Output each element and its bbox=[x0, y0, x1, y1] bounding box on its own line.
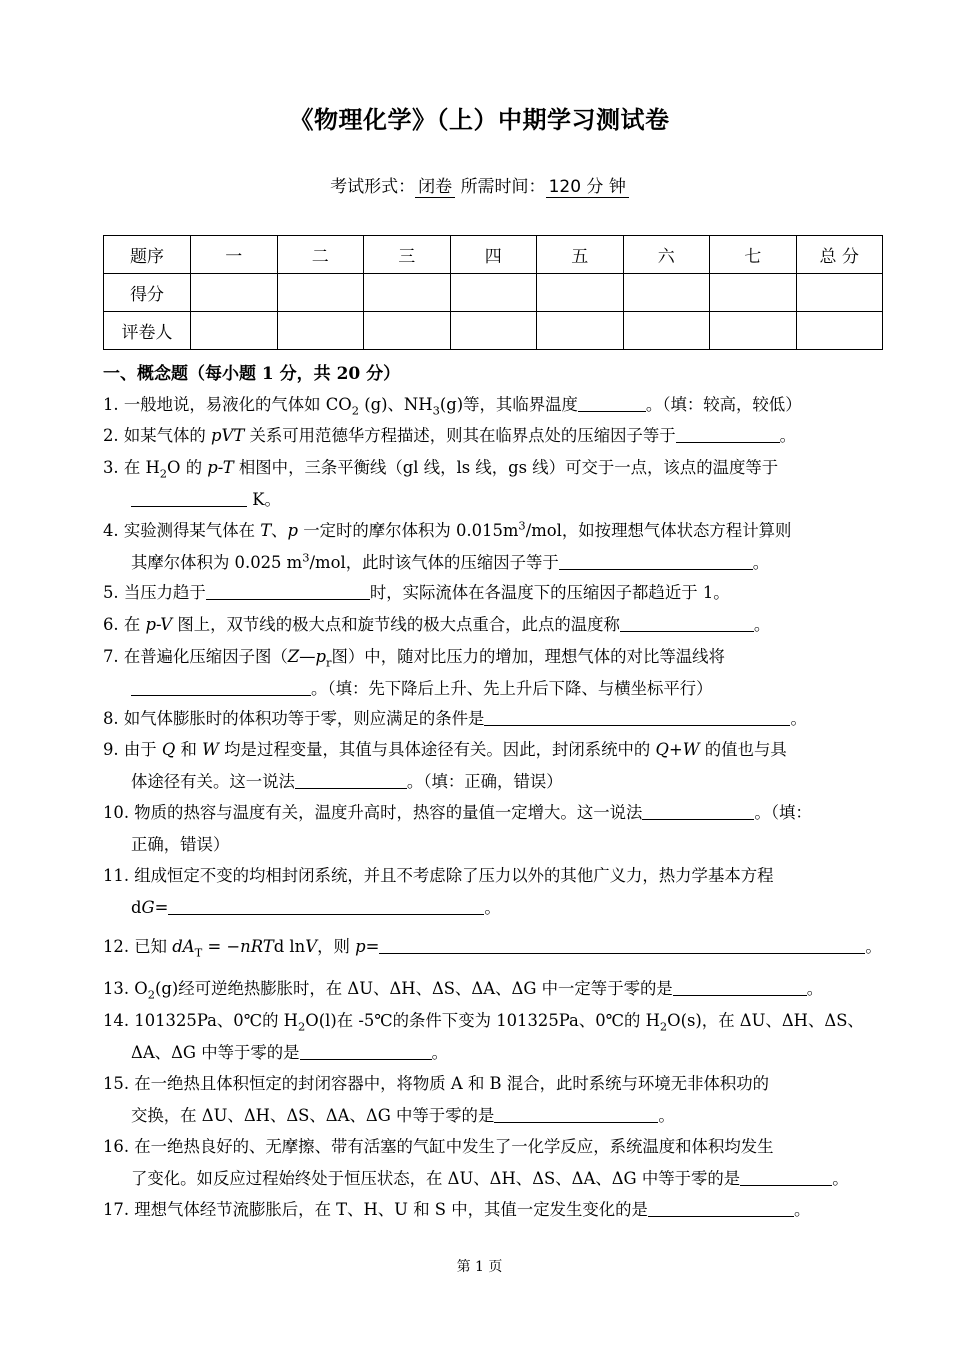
q12-text: = bbox=[365, 937, 380, 956]
question-16 bbox=[103, 1131, 885, 1194]
answer-blank[interactable] bbox=[379, 937, 865, 954]
q7-text: 7. 在普遍化压缩因子图（ bbox=[103, 647, 288, 666]
q4-symbol: T bbox=[260, 521, 272, 540]
grader-cell[interactable] bbox=[364, 312, 451, 350]
q17-text: 。 bbox=[793, 1200, 811, 1219]
subscript: T bbox=[194, 945, 203, 960]
answer-blank[interactable] bbox=[206, 583, 370, 600]
header-cell: 二 bbox=[277, 236, 364, 274]
q6-text: 6. 在 bbox=[103, 615, 146, 634]
q1-text: 。（填：较高，较低） bbox=[645, 395, 802, 414]
subscript: 2 bbox=[297, 1019, 306, 1034]
q3-text: O 的 bbox=[167, 458, 208, 477]
answer-blank[interactable] bbox=[676, 426, 780, 443]
q7-text: 。（填：先下降后上升、先上升后下降、与横坐标平行） bbox=[311, 678, 713, 698]
q4-text: 4. 实验测得某气体在 bbox=[103, 521, 261, 540]
row-label-grader: 评卷人 bbox=[104, 312, 191, 350]
answer-blank[interactable] bbox=[578, 395, 646, 412]
q14-text: 14. 101325Pa、0℃的 H bbox=[103, 1011, 298, 1030]
q9-text: 和 bbox=[175, 740, 203, 759]
score-cell[interactable] bbox=[364, 274, 451, 312]
q11-text: = bbox=[154, 897, 169, 917]
q17-text: 17. 理想气体经节流膨胀后，在 T、H、U 和 S 中，其值一定发生变化的是 bbox=[103, 1200, 648, 1219]
score-cell[interactable] bbox=[796, 274, 883, 312]
q1-text: (g)、NH bbox=[359, 395, 433, 414]
question-2 bbox=[103, 420, 885, 452]
header-cell: 题序 bbox=[104, 236, 191, 274]
question-14 bbox=[103, 1005, 885, 1068]
header-cell: 五 bbox=[537, 236, 624, 274]
question-1 bbox=[103, 389, 885, 421]
superscript: 3 bbox=[302, 550, 310, 565]
question-11 bbox=[103, 860, 885, 923]
q12-text: d ln bbox=[273, 937, 306, 956]
page-number: 第 1 页 bbox=[456, 1259, 503, 1275]
header-cell: 三 bbox=[364, 236, 451, 274]
answer-blank[interactable] bbox=[494, 1105, 658, 1122]
question-6 bbox=[103, 609, 885, 641]
score-cell[interactable] bbox=[450, 274, 537, 312]
score-table bbox=[103, 235, 883, 350]
grader-cell[interactable] bbox=[623, 312, 710, 350]
q14-text: 。 bbox=[431, 1042, 448, 1062]
q5-text: 时，实际流体在各温度下的压缩因子都趋近于 1。 bbox=[369, 583, 730, 602]
row-label-score: 得分 bbox=[104, 274, 191, 312]
page-title: 《物理化学》（上）中期学习测试卷 bbox=[289, 106, 670, 134]
time-label: 所需时间： bbox=[460, 177, 546, 197]
q9-symbol: Q bbox=[161, 740, 176, 759]
q3-text: 相图中，三条平衡线（gl 线，ls 线，gs 线）可交于一点，该点的温度等于 bbox=[233, 458, 779, 477]
q9-text: 体途径有关。这一说法 bbox=[131, 771, 295, 791]
q11-text: 11. 组成恒定不变的均相封闭系统，并且不考虑除了压力以外的其他广义力，热力学基本方程 bbox=[103, 866, 774, 885]
header-cell: 七 bbox=[710, 236, 797, 274]
q12-text: ，则 bbox=[317, 937, 356, 956]
q4-text: 、 bbox=[271, 521, 288, 540]
q15-text: 。 bbox=[658, 1105, 675, 1125]
q6-text: 。 bbox=[753, 615, 771, 634]
q12-text: 。 bbox=[865, 937, 882, 956]
subscript: 2 bbox=[351, 403, 360, 418]
q6-symbol: p-V bbox=[145, 615, 173, 634]
q6-text: 图上，双节线的极大点和旋节线的极大点重合，此点的温度称 bbox=[172, 615, 620, 634]
answer-blank[interactable] bbox=[673, 979, 807, 996]
q4-text: 其摩尔体积为 0.025 m bbox=[131, 552, 303, 572]
answer-blank[interactable] bbox=[642, 803, 754, 820]
q12-symbol: V bbox=[305, 937, 318, 956]
q14-text: O(s)，在 ΔU、ΔH、ΔS、 bbox=[667, 1011, 864, 1030]
question-4 bbox=[103, 515, 885, 578]
header-cell: 总 分 bbox=[796, 236, 883, 274]
answer-blank[interactable] bbox=[740, 1168, 832, 1185]
q14-text: O(l)在 -5℃的条件下变为 101325Pa、0℃的 H bbox=[305, 1011, 660, 1030]
q1-text: (g)等，其临界温度 bbox=[439, 395, 578, 414]
q10-text: 。（填： bbox=[754, 803, 812, 822]
q16-text: 。 bbox=[832, 1168, 849, 1188]
grader-cell[interactable] bbox=[191, 312, 278, 350]
q2-symbol: pVT bbox=[211, 426, 245, 445]
q8-text: 8. 如气体膨胀时的体积功等于零，则应满足的条件是 bbox=[103, 709, 485, 728]
question-7 bbox=[103, 641, 885, 704]
q7-symbol: Z—p bbox=[287, 647, 327, 666]
exam-form-value: 闭卷 bbox=[415, 177, 455, 198]
q9-symbol: Q+W bbox=[655, 740, 700, 759]
q16-text: 16. 在一绝热良好的、无摩擦、带有活塞的气缸中发生了一化学反应，系统温度和体积均发生 bbox=[103, 1137, 774, 1156]
question-15 bbox=[103, 1068, 885, 1131]
q15-text: 15. 在一绝热且体积恒定的封闭容器中，将物质 A 和 B 混合，此时系统与环境无非体积功的 bbox=[103, 1074, 770, 1093]
q4-symbol: p bbox=[287, 521, 299, 540]
question-12 bbox=[103, 931, 885, 963]
question-9 bbox=[103, 734, 885, 797]
q11-symbol: G bbox=[141, 897, 155, 917]
question-17 bbox=[103, 1194, 885, 1226]
score-row bbox=[104, 274, 883, 312]
q10-text: 10. 物质的热容与温度有关，温度升高时，热容的量值一定增大。这一说法 bbox=[103, 803, 643, 822]
q9-text: 的值也与具 bbox=[699, 740, 787, 759]
grader-cell[interactable] bbox=[450, 312, 537, 350]
answer-blank[interactable] bbox=[300, 1042, 432, 1059]
q3-text: 3. 在 H bbox=[103, 458, 160, 477]
q1-text: 1. 一般地说，易液化的气体如 CO bbox=[103, 395, 352, 414]
grader-row bbox=[104, 312, 883, 350]
q3-symbol: p-T bbox=[207, 458, 234, 477]
q4-text: 一定时的摩尔体积为 0.015m bbox=[298, 521, 519, 540]
exam-form-label: 考试形式： bbox=[330, 177, 416, 197]
q13-text: (g)经可逆绝热膨胀时，在 ΔU、ΔH、ΔS、ΔA、ΔG 中一定等于零的是 bbox=[155, 979, 673, 998]
q5-text: 5. 当压力趋于 bbox=[103, 583, 206, 602]
answer-blank[interactable] bbox=[484, 709, 790, 726]
q13-text: 。 bbox=[806, 979, 824, 998]
answer-blank[interactable] bbox=[620, 615, 754, 632]
header-cell: 六 bbox=[623, 236, 710, 274]
q13-text: 13. O bbox=[103, 979, 148, 998]
q2-text: 2. 如某气体的 bbox=[103, 426, 212, 445]
answer-blank[interactable] bbox=[559, 552, 753, 569]
q4-text: /mol，如按理想气体状态方程计算则 bbox=[525, 521, 792, 540]
score-cell[interactable] bbox=[191, 274, 278, 312]
q12-symbol: = −nRT bbox=[202, 937, 274, 956]
question-13 bbox=[103, 973, 885, 1005]
score-table-header-row bbox=[104, 236, 883, 274]
subscript: 2 bbox=[159, 466, 168, 481]
q12-symbol: dA bbox=[172, 937, 195, 956]
q16-text: 了变化。如反应过程始终处于恒压状态，在 ΔU、ΔH、ΔS、ΔA、ΔG 中等于零的是 bbox=[131, 1168, 741, 1188]
q9-text: 。（填：正确，错误） bbox=[406, 771, 563, 791]
q10-text: 正确，错误） bbox=[131, 834, 230, 854]
grader-cell[interactable] bbox=[796, 312, 883, 350]
grader-cell[interactable] bbox=[710, 312, 797, 350]
subscript: 3 bbox=[432, 403, 440, 418]
answer-blank[interactable] bbox=[168, 897, 484, 914]
q8-text: 。 bbox=[790, 709, 807, 728]
q2-text: 。 bbox=[779, 426, 797, 445]
q7-text: 图）中，随对比压力的增加，理想气体的对比等温线将 bbox=[331, 647, 725, 666]
q11-text: 。 bbox=[484, 897, 501, 917]
q15-text: 交换，在 ΔU、ΔH、ΔS、ΔA、ΔG 中等于零的是 bbox=[131, 1105, 495, 1125]
q14-text: ΔA、ΔG 中等于零的是 bbox=[131, 1042, 300, 1062]
q4-text: /mol，此时该气体的压缩因子等于 bbox=[309, 552, 559, 572]
question-8 bbox=[103, 703, 885, 735]
score-cell[interactable] bbox=[623, 274, 710, 312]
q9-text: 均是过程变量，其值与具体途径有关。因此，封闭系统中的 bbox=[218, 740, 656, 759]
answer-blank[interactable] bbox=[131, 678, 311, 695]
subscript: 2 bbox=[147, 987, 156, 1002]
question-5 bbox=[103, 577, 885, 609]
superscript: 3 bbox=[518, 518, 526, 533]
q9-symbol: W bbox=[202, 740, 219, 759]
question-3 bbox=[103, 452, 885, 515]
q12-symbol: p bbox=[355, 937, 366, 956]
q4-text: 。 bbox=[752, 552, 770, 572]
q12-text: 12. 已知 bbox=[103, 937, 173, 956]
time-value: 120 分 钟 bbox=[546, 177, 629, 198]
header-cell: 一 bbox=[191, 236, 278, 274]
grader-cell[interactable] bbox=[277, 312, 364, 350]
score-cell[interactable] bbox=[277, 274, 364, 312]
answer-blank[interactable] bbox=[295, 771, 407, 788]
question-10 bbox=[103, 797, 885, 860]
subscript: r bbox=[326, 655, 332, 670]
q9-text: 9. 由于 bbox=[103, 740, 162, 759]
q3-text: K。 bbox=[247, 489, 281, 509]
score-cell[interactable] bbox=[537, 274, 624, 312]
grader-cell[interactable] bbox=[537, 312, 624, 350]
exam-meta bbox=[0, 172, 959, 197]
answer-blank[interactable] bbox=[131, 489, 247, 506]
q11-text: d bbox=[131, 897, 142, 917]
subscript: 2 bbox=[659, 1019, 668, 1034]
answer-blank[interactable] bbox=[648, 1200, 794, 1217]
q2-text: 关系可用范德华方程描述，则其在临界点处的压缩因子等于 bbox=[244, 426, 676, 445]
score-cell[interactable] bbox=[710, 274, 797, 312]
section-heading: 一、概念题（每小题 1 分，共 20 分） bbox=[103, 364, 401, 384]
header-cell: 四 bbox=[450, 236, 537, 274]
